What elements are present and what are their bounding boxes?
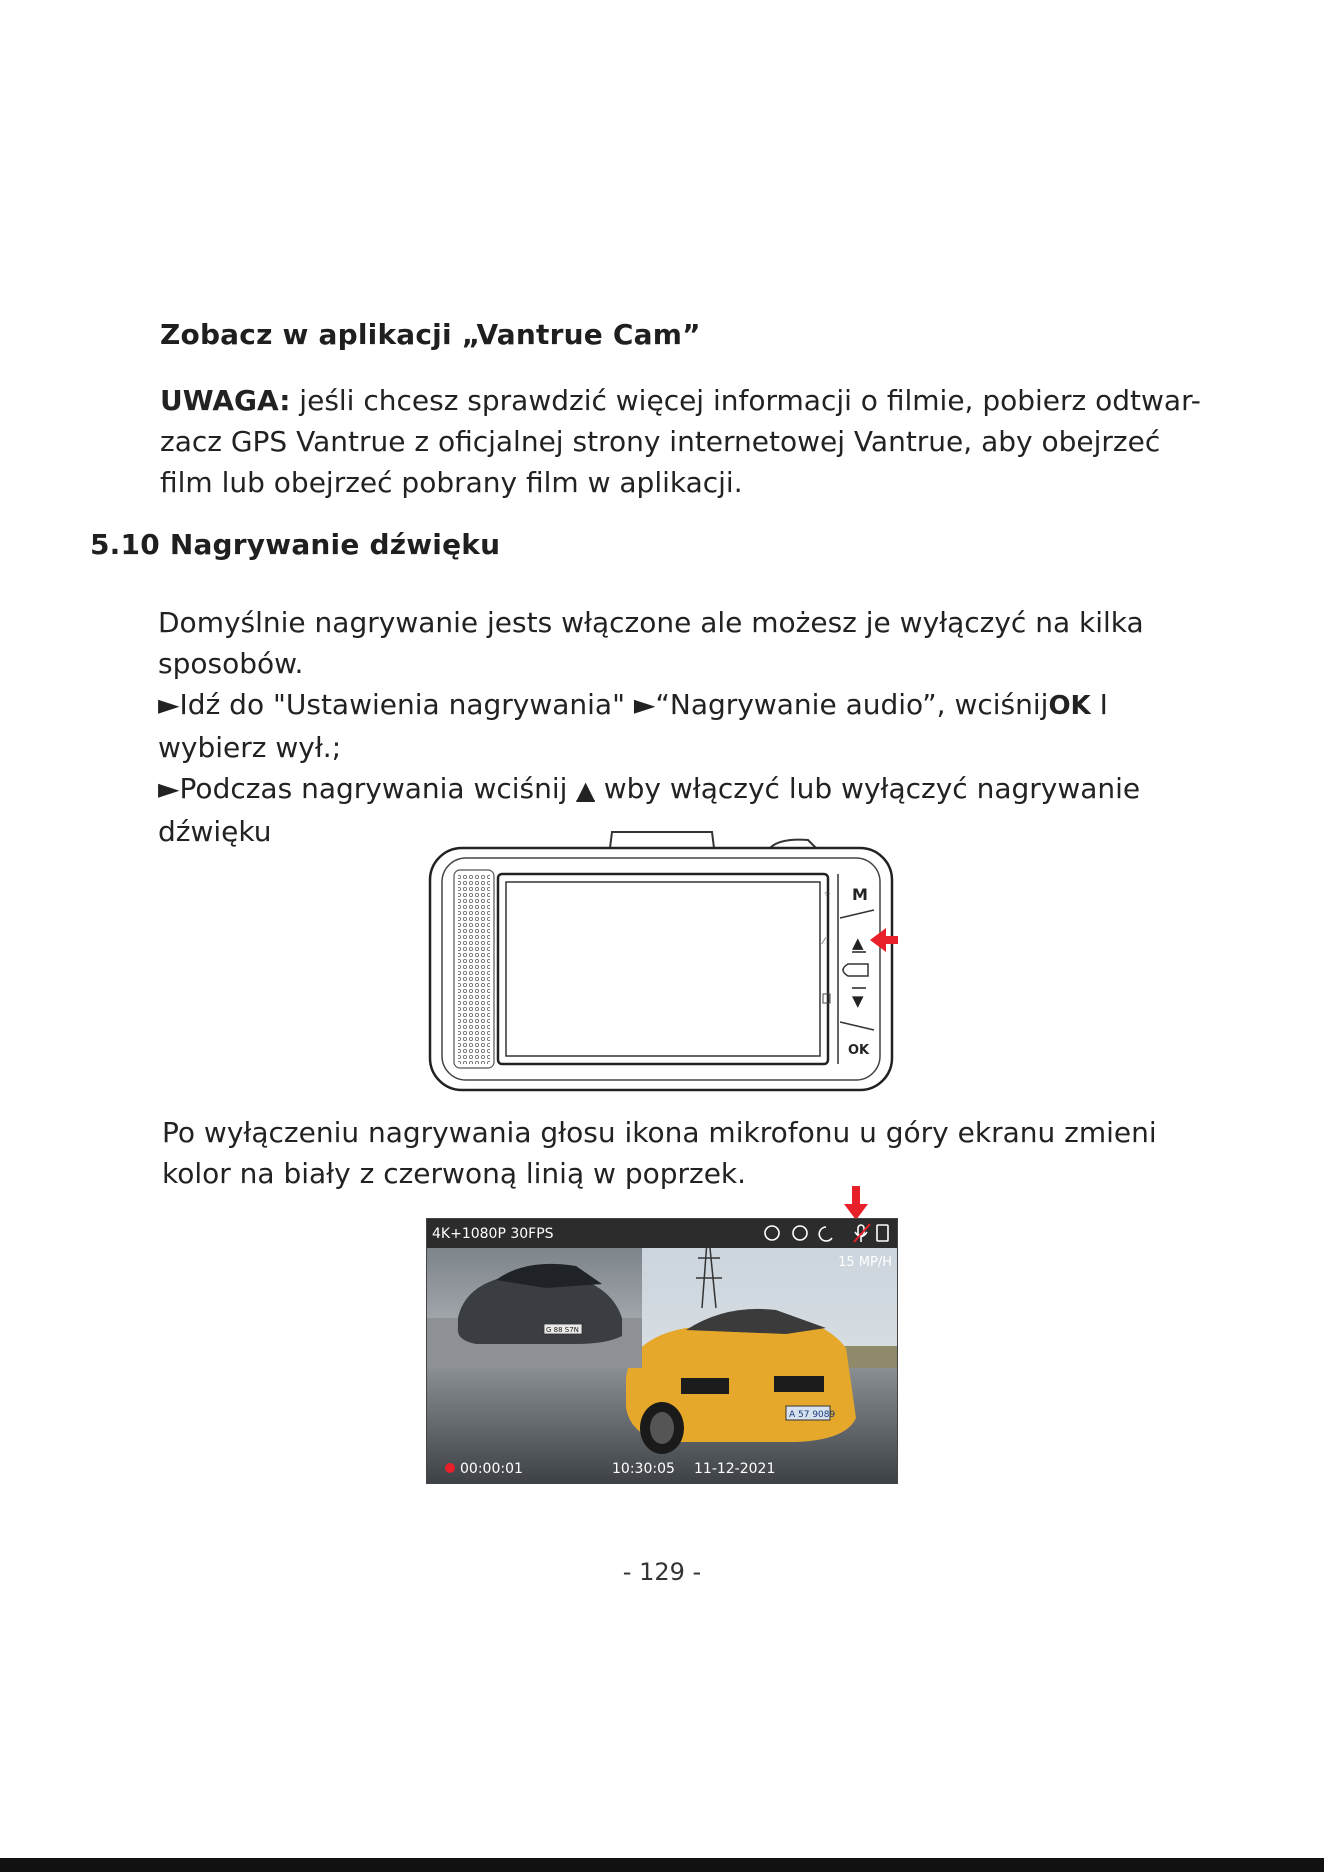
red-down-arrow-icon <box>844 1186 868 1220</box>
clock-time: 10:30:05 <box>612 1461 675 1477</box>
device-screen <box>498 874 828 1064</box>
rec-time: 00:00:01 <box>460 1461 523 1477</box>
svg-text:⌔: ⌔ <box>823 891 832 901</box>
intro-paragraph <box>158 602 1258 852</box>
step1-text: “Nagrywanie audio”, wciśnij <box>655 688 1049 721</box>
after-line: kolor na biały z czerwoną linią w poprzek. <box>162 1157 747 1190</box>
button-m-label: M <box>852 885 868 904</box>
dashcam-illustration <box>420 826 910 1096</box>
down-arrow-icon: ▼ <box>852 992 864 1010</box>
mount-bracket <box>610 832 714 848</box>
rear-plate-text: A 57 9089 <box>789 1410 836 1420</box>
intro-line: sposobów. <box>158 647 304 680</box>
date-label: 11-12-2021 <box>694 1461 776 1477</box>
step2-line2: dźwięku <box>158 815 272 848</box>
note-paragraph <box>160 380 1240 503</box>
resolution-label: 4K+1080P 30FPS <box>432 1226 554 1242</box>
button-ok <box>848 1043 870 1058</box>
front-plate-text: G 88 S7N <box>546 1326 579 1334</box>
note-label: UWAGA: <box>160 384 291 417</box>
button-m <box>852 885 868 904</box>
step1-text: Idź do "Ustawienia nagrywania" <box>179 688 634 721</box>
section-title: 5.10 Nagrywanie dźwięku <box>90 528 501 561</box>
note-line: zacz GPS Vantrue z oficjalnej strony internetowej Vantrue, aby obejrzeć <box>160 425 1161 458</box>
note-line: jeśli chcesz sprawdzić więcej informacji o filmie, pobierz odtwar- <box>290 384 1201 417</box>
step1-text: I <box>1090 688 1108 721</box>
page-number: - 129 - <box>622 1558 702 1586</box>
after-line: Po wyłączeniu nagrywania głosu ikona mikrofonu u góry ekranu zmieni <box>162 1116 1157 1149</box>
dashcam-screen-photo <box>426 1218 898 1484</box>
rec-dot-icon <box>445 1463 455 1473</box>
up-arrow-icon: ▲ <box>852 934 864 952</box>
bottom-border <box>0 1858 1324 1872</box>
intro-line: Domyślnie nagrywanie jests włączone ale możesz je wyłączyć na kilka <box>158 606 1144 639</box>
app-section-title: Zobacz w aplikacji „Vantrue Cam” <box>160 318 701 351</box>
speaker-grille <box>454 870 494 1068</box>
button-ok-label: OK <box>848 1043 870 1058</box>
bullet-arrow: ► <box>633 688 656 721</box>
speed-label: 15 MP/H <box>838 1255 892 1270</box>
step2-text: wby włączyć lub wyłączyć nagrywanie <box>594 772 1141 805</box>
ok-label: OK <box>1048 691 1091 721</box>
svg-text:⁄: ⁄ <box>823 937 825 947</box>
mic-button-icon: ▲ <box>576 776 595 804</box>
after-paragraph <box>162 1112 1262 1194</box>
bullet-arrow: ► <box>158 688 180 721</box>
note-line: film lub obejrzeć pobrany film w aplikacji. <box>160 466 743 499</box>
step2-text: Podczas nagrywania wciśnij <box>179 772 577 805</box>
bullet-arrow: ► <box>158 772 180 805</box>
step1-line2: wybierz wył.; <box>158 731 342 764</box>
